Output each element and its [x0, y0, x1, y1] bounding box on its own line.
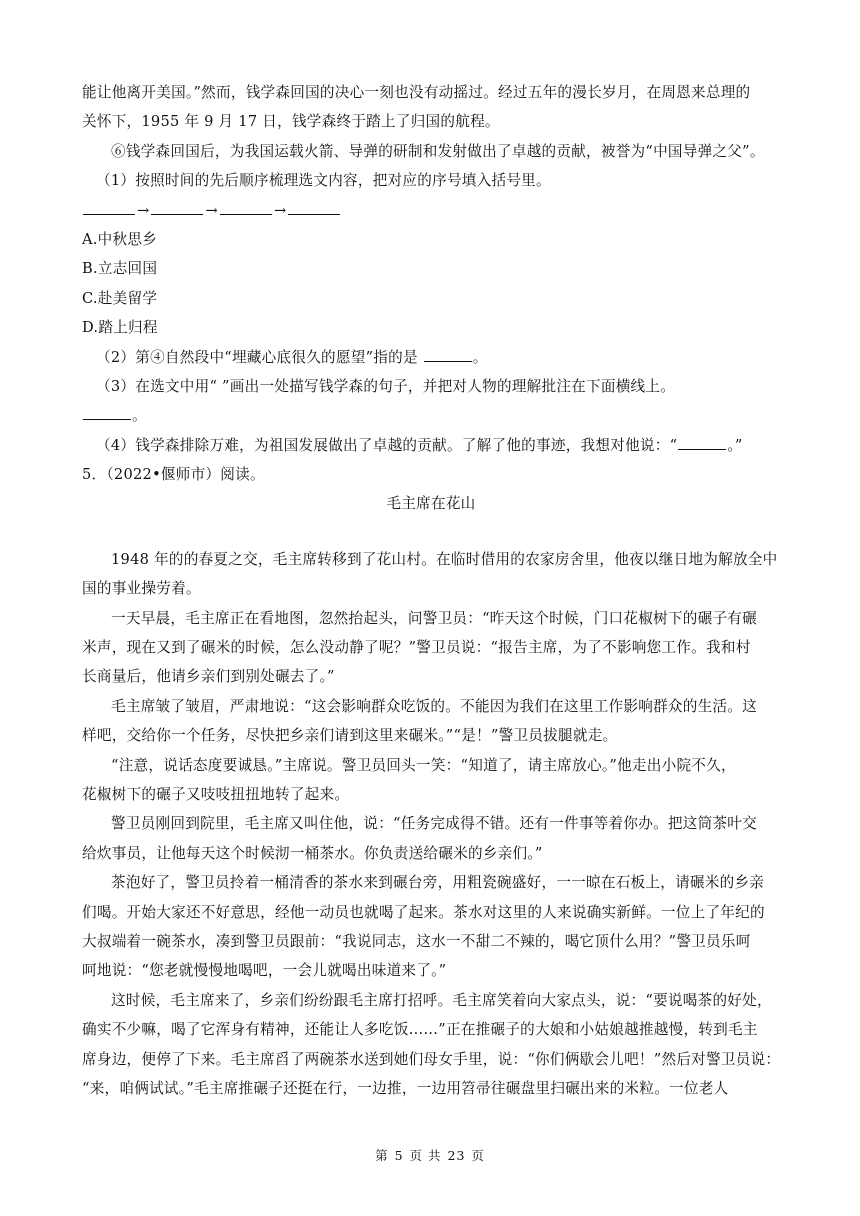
- story-paragraph-line: 国的事业操劳着。: [82, 580, 201, 598]
- answer-blank-row: [82, 196, 780, 225]
- story-title: 毛主席在花山: [386, 495, 476, 513]
- question-2: （2）第④自然段中“埋藏心底很久的愿望”指的是 。: [96, 348, 488, 366]
- arrow-icon: →: [137, 201, 150, 219]
- question-1: （1）按照时间的先后顺序梳理选文内容，把对应的序号填入括号里。: [96, 172, 551, 190]
- story-paragraph-line: 一天早晨，毛主席正在看地图，忽然抬起头，问警卫员：“昨天这个时候，门口花椒树下的碾子有碾: [111, 609, 757, 627]
- total-pages: 23: [447, 1148, 466, 1163]
- question-4: （4）钱学森排除万难，为祖国发展做出了卓越的贡献。了解了他的事迹，我想对他说：“ 。”: [96, 436, 743, 454]
- answer-blank[interactable]: [220, 200, 272, 215]
- story-paragraph-line: 米声，现在又到了碾米的时候，怎么没动静了呢？”警卫员说：“报告主席，为了不影响您工作。我和村: [82, 639, 751, 657]
- option-b: B.立志回国: [82, 260, 158, 278]
- arrow-icon: →: [205, 201, 218, 219]
- answer-blank[interactable]: [151, 200, 203, 215]
- story-paragraph-line: 毛主席皱了皱眉，严肃地说：“这会影响群众吃饭的。不能因为我们在这里工作影响群众的生活。这: [111, 697, 757, 715]
- answer-blank[interactable]: [83, 405, 131, 420]
- story-body: [82, 545, 780, 1103]
- answer-blank[interactable]: [83, 200, 135, 215]
- text-line: 能让他离开美国。”然而，钱学森回国的决心一刻也没有动摇过。经过五年的漫长岁月，在周恩来总理的: [82, 84, 751, 101]
- option-a: A.中秋思乡: [82, 230, 158, 248]
- option-c: C.赴美留学: [82, 289, 158, 307]
- story-paragraph-line: 确实不少嘛，喝了它浑身有精神，还能让人多吃饭……”正在推碾子的大娘和小姑娘越推越慢，转到毛主: [82, 1021, 758, 1039]
- option-d: D.踏上归程: [82, 319, 158, 337]
- text-line: 关怀下，1955 年 9 月 17 日，钱学森终于踏上了归国的航程。: [82, 113, 500, 131]
- story-paragraph-line: 给炊事员，让他每天这个时候沏一桶茶水。你负责送给碾米的乡亲们。”: [82, 844, 543, 862]
- document-page: [82, 78, 780, 1103]
- arrow-icon: →: [273, 201, 287, 219]
- page-number: 5: [394, 1148, 404, 1163]
- page-footer: 第 5 页 共 23 页: [375, 1148, 485, 1163]
- story-paragraph-line: 花椒树下的碾子又吱吱扭扭地转了起来。: [82, 785, 350, 803]
- answer-blank[interactable]: [288, 200, 340, 215]
- question-3: （3）在选文中用“ ”画出一处描写钱学森的句子，并把对人物的理解批注在下面横线上。: [96, 377, 676, 395]
- story-paragraph-line: 这时候，毛主席来了，乡亲们纷纷跟毛主席打招呼。毛主席笑着向大家点头，说：“要说喝茶的好处，: [111, 991, 772, 1009]
- story-paragraph-line: 呵地说：“您老就慢慢地喝吧，一会儿就喝出味道来了。”: [82, 962, 447, 980]
- paragraph-6: ⑥钱学森回国后，为我国运载火箭、导弹的研制和发射做出了卓越的贡献，被誉为“中国导弹之父”。: [111, 142, 765, 160]
- story-paragraph-line: 警卫员刚回到院里，毛主席又叫住他，说：“任务完成得不错。还有一件事等着你办。把这筒茶叶交: [111, 815, 757, 833]
- story-paragraph-line: “注意，说话态度要诚恳。”主席说。警卫员回头一笑：“知道了，请主席放心。”他走出小院不久，: [111, 756, 736, 774]
- story-paragraph-line: 样吧，交给你一个任务，尽快把乡亲们请到这里来碾米。”“是！”警卫员拔腿就走。: [82, 727, 618, 745]
- answer-line: 。: [82, 401, 780, 430]
- story-paragraph-line: 席身边，便停了下来。毛主席舀了两碗茶水送到她们母女手里，说：“你们俩歇会儿吧！”然后对警卫员说：: [82, 1050, 781, 1068]
- answer-blank[interactable]: [678, 435, 726, 450]
- story-paragraph-line: 们喝。开始大家还不好意思，经他一动员也就喝了起来。茶水对这里的人来说确实新鲜。一位上了年纪的: [82, 903, 765, 921]
- question-5-heading: 5．（2022•偃师市）阅读。: [82, 466, 265, 484]
- story-paragraph-line: 大叔端着一碗茶水，凑到警卫员跟前：“我说同志，这水一不甜二不辣的，喝它顶什么用？”警卫员乐呵: [82, 932, 751, 950]
- story-paragraph-line: 1948 年的的春夏之交，毛主席转移到了花山村。在临时借用的农家房舍里，他夜以继日地为解放全中: [111, 550, 778, 568]
- story-paragraph-line: “来，咱俩试试。”毛主席推碾子还挺在行，一边推，一边用笤帚往碾盘里扫碾出来的米粒。一位老人: [82, 1079, 729, 1097]
- answer-blank[interactable]: [424, 347, 472, 362]
- story-paragraph-line: 长商量后，他请乡亲们到别处碾去了。”: [82, 668, 335, 686]
- story-paragraph-line: 茶泡好了，警卫员拎着一桶清香的茶水来到碾台旁，用粗瓷碗盛好，一一晾在石板上，请碾米的乡亲: [111, 874, 765, 892]
